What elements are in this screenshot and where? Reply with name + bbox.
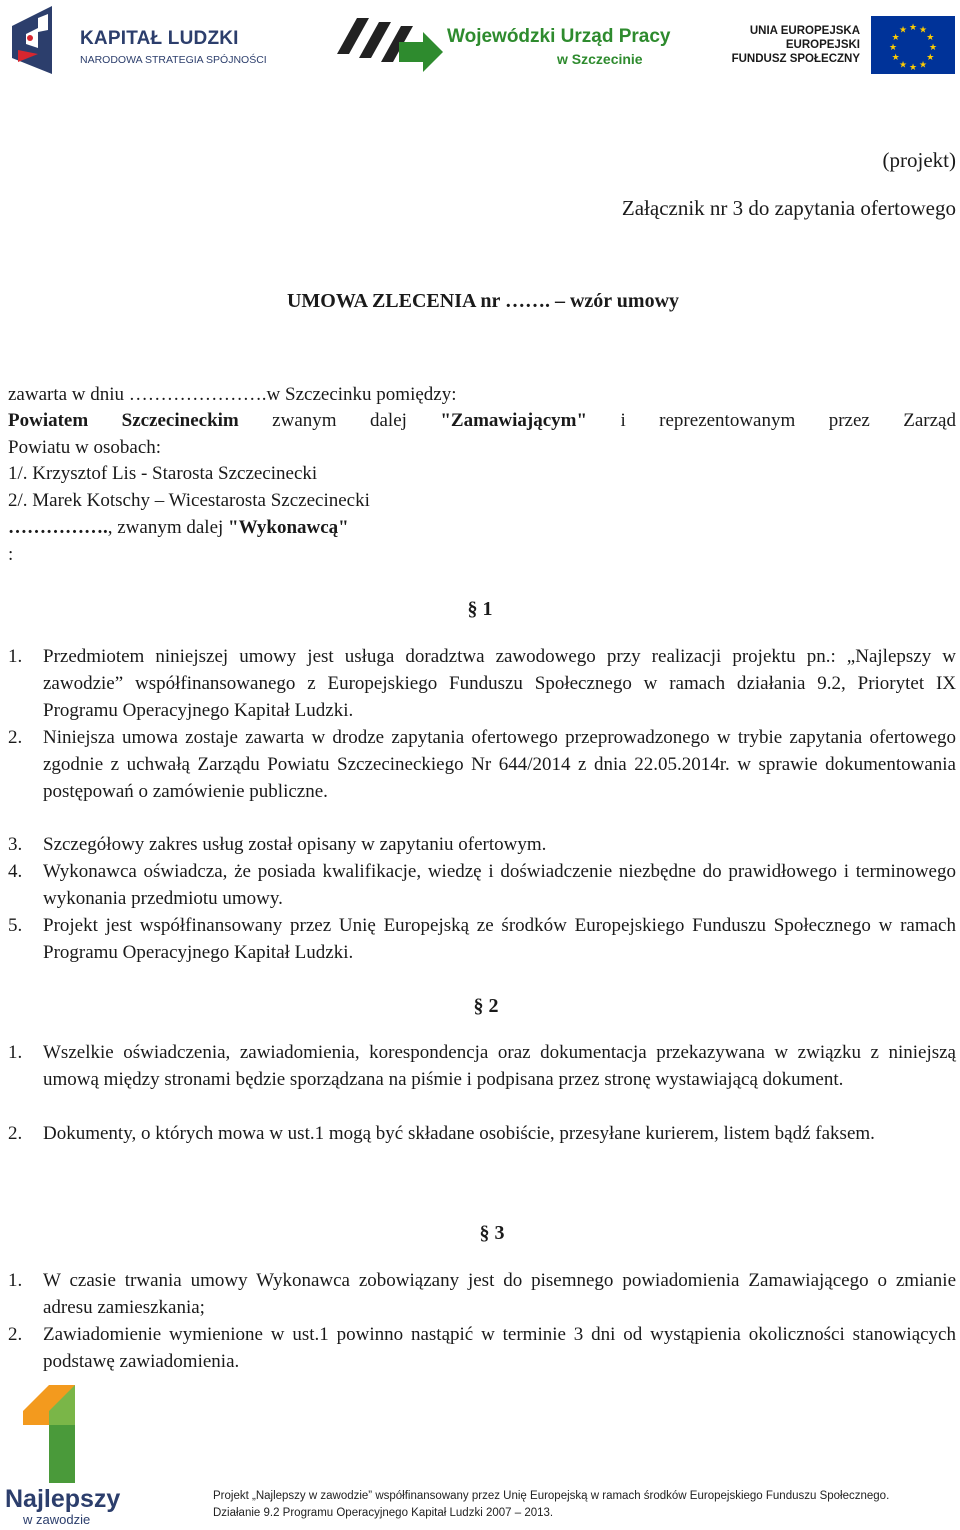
footer-line-1: Projekt „Najlepszy w zawodzie” współfinansowany przez Unię Europejską w ramach środków Europejskiego Funduszu Społecznego. (213, 1490, 890, 1502)
projekt-label: (projekt) (882, 148, 956, 172)
wup-title: Wojewódzki Urząd Pracy (447, 26, 671, 47)
intro-line: zawarta w dniu ………………….w Szczecinku pomiędzy: (8, 384, 457, 405)
s1-item-2-num: 2. (8, 727, 23, 748)
footer-line-2: Działanie 9.2 Programu Operacyjnego Kapitał Ludzki 2007 – 2013. (213, 1507, 554, 1519)
eu-logo (730, 14, 955, 76)
representative-1: 1/. Krzysztof Lis - Starosta Szczecinecki (8, 463, 318, 484)
party1-line2: Powiatu w osobach: (8, 437, 162, 458)
svg-text:★: ★ (926, 33, 935, 43)
party1-role: "Zamawiającym" (440, 410, 588, 431)
s1-item-5-num: 5. (8, 915, 23, 936)
s2-item-1-num: 1. (8, 1042, 23, 1063)
kapital-ludzki-logo (8, 4, 267, 80)
s1-item-3-text: Szczegółowy zakres usług został opisany w zapytaniu ofertowym. (43, 834, 547, 855)
section-2-heading: § 2 (473, 995, 499, 1017)
eu-line-1: UNIA EUROPEJSKA (749, 25, 860, 37)
s3-item-1-num: 1. (8, 1270, 23, 1291)
s3-item-2-num: 2. (8, 1324, 23, 1345)
s1-item-4-text: Wykonawca oświadcza, że posiada kwalifikacje, wiedzę i doświadczenie niezbędne do prawidłowego i terminowego wykonania przedmiotu umowy. (43, 861, 956, 909)
s1-item-2-text: Niniejsza umowa zostaje zawarta w drodze zapytania ofertowego przeprowadzonego w trybie zapytania ofertowego zgodnie z uchwałą Zarządu Powiatu Szczecineckiego Nr 644/2014 z dnia 22.05.2014r. w sprawie dokumentowania postępowań o zamówienie publiczne. (43, 727, 956, 802)
s1-item-1-num: 1. (8, 646, 23, 667)
party1-name: Powiatem Szczecineckim (8, 410, 239, 431)
najlepszy-logo-title: Najlepszy (5, 1485, 121, 1513)
svg-text:★: ★ (926, 53, 935, 63)
colon-line: : (8, 544, 14, 565)
s1-item-3-num: 3. (8, 834, 23, 855)
number-one-icon (19, 1385, 99, 1485)
eu-logo-text (732, 24, 860, 66)
contractor-placeholder: ……………. (8, 517, 108, 538)
s1-item-1-text: Przedmiotem niniejszej umowy jest usługa doradztwa zawodowego przy realizacji projektu pn.: „Najlepszy w zawodzie” współfinansowanego z Europejskiego Funduszu Społecznego w ramach działania 9.2, Priorytet IX Programu Operacyjnego Kapitał Ludzki. (43, 646, 956, 721)
s1-item-5-text: Projekt jest współfinansowany przez Unię Europejską ze środków Europejskiego Funduszu Społecznego w ramach Programu Operacyjnego Kapitał Ludzki. (43, 915, 956, 963)
party1-line (8, 407, 956, 434)
eu-flag-icon (871, 16, 955, 74)
najlepszy-logo-subtitle: w zawodzie (23, 1512, 91, 1527)
svg-text:★: ★ (918, 25, 928, 36)
document-title: UMOWA ZLECENIA nr ……. – wzór umowy (286, 290, 680, 312)
s2-item-2-num: 2. (8, 1123, 23, 1144)
section-3-heading: § 3 (479, 1222, 505, 1244)
svg-text:★: ★ (908, 63, 918, 73)
representative-2: 2/. Marek Kotschy – Wicestarosta Szczecinecki (8, 490, 370, 511)
eu-line-3: FUNDUSZ SPOŁECZNY (731, 53, 860, 65)
svg-text:★: ★ (918, 60, 928, 71)
svg-text:★: ★ (898, 60, 908, 71)
kapital-ludzki-title: KAPITAŁ LUDZKI (80, 28, 239, 49)
svg-text:★: ★ (888, 43, 898, 53)
svg-text:★: ★ (898, 25, 908, 36)
eu-line-2: EUROPEJSKI (785, 39, 860, 51)
party1-tail: i reprezentowanym przez Zarząd (587, 410, 956, 431)
contractor-rest: , zwanym dalej (107, 517, 229, 538)
contractor-role: "Wykonawcą" (228, 517, 349, 538)
wup-logo (335, 14, 671, 76)
s3-item-1-text: W czasie trwania umowy Wykonawca zobowiązany jest do pisemnego powiadomienia Zamawiającego o zmianie adresu zamieszkania; (43, 1270, 956, 1318)
contractor-line (8, 516, 349, 540)
kapital-ludzki-subtitle: NARODOWA STRATEGIA SPÓJNOŚCI (80, 54, 267, 66)
s3-item-2-text: Zawiadomienie wymienione w ust.1 powinno nastąpić w terminie 3 dni od wystąpienia okoliczności stanowiących podstawę zawiadomienia. (43, 1324, 956, 1372)
najlepszy-logo (5, 1385, 125, 1527)
svg-text:★: ★ (891, 53, 900, 63)
wup-subtitle: w Szczecinie (557, 51, 643, 67)
s2-item-1-text: Wszelkie oświadczenia, zawiadomienia, korespondencja oraz dokumentacja przekazywana w związku z niniejszą umową między stronami będzie sporządzana na piśmie i podpisana przez stronę wystawiającą dokument. (43, 1042, 956, 1090)
svg-text:★: ★ (891, 33, 900, 43)
svg-text:★: ★ (928, 43, 938, 53)
section-1-heading: § 1 (467, 598, 493, 620)
s2-item-2-text: Dokumenty, o których mowa w ust.1 mogą być składane osobiście, przesyłane kurierem, listem bądź faksem. (43, 1123, 875, 1144)
s1-item-4-num: 4. (8, 861, 23, 882)
svg-text:★: ★ (908, 23, 918, 33)
wup-emblem-icon (335, 14, 445, 76)
kapital-ludzki-emblem-icon (8, 4, 68, 80)
attachment-label: Załącznik nr 3 do zapytania ofertowego (621, 196, 956, 220)
party1-rest: zwanym dalej (238, 410, 441, 431)
